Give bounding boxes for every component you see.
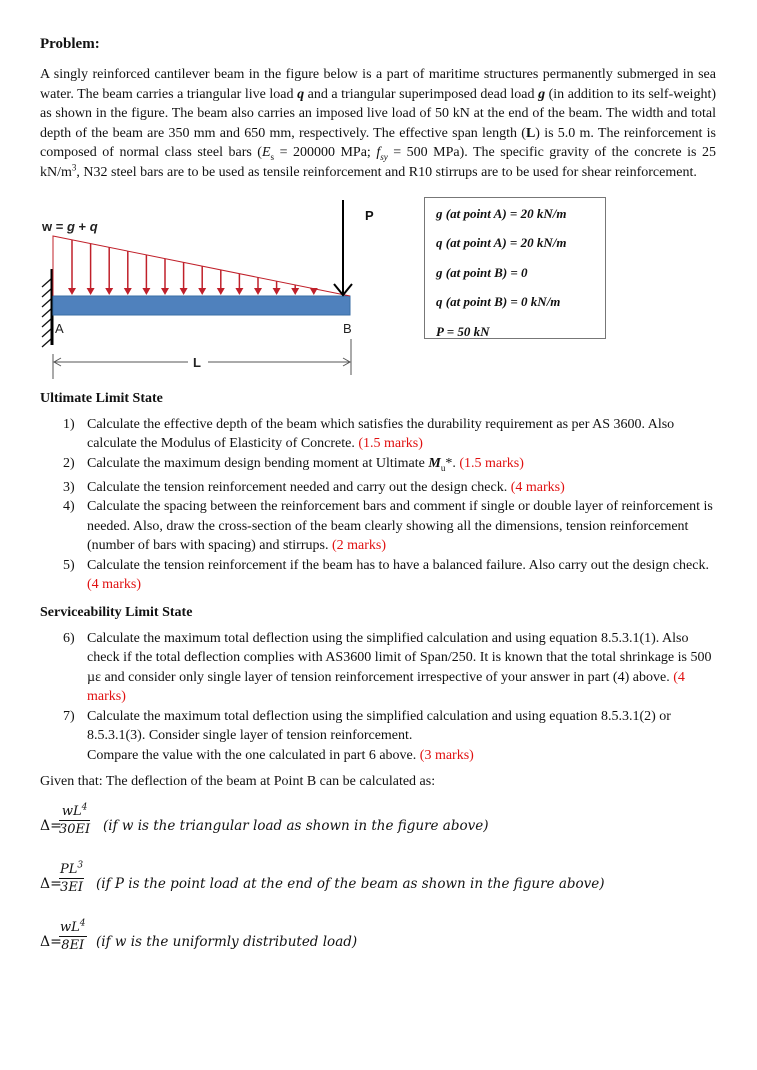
fixed-support-hatch: [42, 279, 51, 347]
load-arrowhead: [254, 288, 262, 295]
load-arrowhead: [105, 288, 113, 295]
problem-statement: A singly reinforced cantilever beam in the figure below is a part of maritime structures permanently submerged in sea water. The beam carries a triangular live load q and a triangular superimposed dead load g (in addition to its self-weight) as shown in the figure. The beam also carries an imposed live load of 50 kN at the end of the beam. The width and total depth of the beam are 350 mm and 650 mm, respectively. The effective span length (L) is 5.0 m. The reinforcement is composed of normal class steel bars ($E_s = 200000$ MPa; $f_{sy} = 500$ MPa). The specific gravity of the concrete is 25 $kN/m^3$, N32 steel bars are to be used as tensile reinforcement and R10 stirrups are to be used for shear reinforcement.: [40, 67, 717, 180]
point-b-label: B: [343, 320, 352, 336]
given-values-box: [424, 197, 606, 339]
marks-label: (1.5 marks): [459, 455, 524, 471]
g-symbol: g: [538, 86, 546, 102]
marks-label: (4 marks): [87, 669, 685, 705]
sls-heading: Serviceability Limit State: [40, 604, 193, 620]
load-arrowhead: [235, 288, 243, 295]
load-arrowhead: [291, 288, 299, 295]
formula-triangular-load: Δ= $\frac{wL^4}{30EI}$ (if w is the triangular load as shown in the figure above): [40, 803, 489, 838]
load-arrowhead: [217, 288, 225, 295]
question-3: 3) Calculate the tension reinforcement needed and carry out the design check. (4 marks): [63, 479, 565, 495]
load-arrowhead: [124, 288, 132, 295]
point-load-label: P: [365, 207, 374, 223]
formula-udl: Δ= $\frac{wL^4}{8EI}$ (if w is the uniformly distributed load): [40, 919, 358, 954]
load-arrowhead: [310, 288, 318, 295]
point-a-label: A: [55, 320, 64, 336]
given-g-at-a: g (at point A) = 20 kN/m: [436, 205, 567, 221]
L-symbol: L: [525, 125, 536, 141]
uls-question-list: [40, 415, 716, 595]
marks-label: (4 marks): [87, 577, 142, 593]
uls-heading: Ultimate Limit State: [40, 390, 163, 406]
sls-question-list: [40, 629, 716, 766]
given-intro: Given that: The deflection of the beam at Point B can be calculated as:: [40, 774, 436, 790]
load-arrowhead: [273, 288, 281, 295]
span-label: L: [193, 354, 201, 370]
load-arrowhead: [87, 288, 95, 295]
marks-label: (4 marks): [510, 479, 565, 495]
cantilever-beam-diagram: [40, 197, 380, 387]
question-5: 5) Calculate the tension reinforcement if the beam has to have a balanced failure. Also carry out the design check. (4 marks): [63, 557, 709, 593]
given-p: P = 50 kN: [436, 323, 490, 339]
load-arrowhead: [180, 288, 188, 295]
load-arrowhead: [198, 288, 206, 295]
problem-heading: Problem:: [40, 36, 100, 52]
given-g-at-b: g (at point B) = 0: [436, 264, 528, 280]
distributed-load-arrows: [68, 239, 318, 294]
marks-label: (1.5 marks): [358, 436, 423, 452]
given-q-at-b: q (at point B) = 0 kN/m: [436, 294, 561, 310]
deflection-formulas: [40, 804, 716, 964]
marks-label: (2 marks): [331, 538, 386, 554]
given-q-at-a: q (at point A) = 20 kN/m: [436, 235, 567, 251]
load-arrowhead: [161, 288, 169, 295]
beam-figure: [40, 197, 716, 387]
question-2: 2) Calculate the maximum design bending moment at Ultimate $M_u*$. (1.5 marks): [63, 455, 524, 473]
q-symbol: q: [297, 86, 305, 102]
beam: [53, 296, 350, 315]
marks-label: (3 marks): [419, 747, 474, 763]
question-6: 6) Calculate the maximum total deflection using the simplified calculation and using equation 8.5.3.1(1). Also check if the total deflection complies with AS3600 limit of Span/250. It is known that the total shrinkage is 500 µε and consider only single layer of tension reinforcement irrespective of your answer in part (4) above. (4 marks): [63, 630, 712, 705]
formula-point-load: Δ= $\frac{PL^3}{3EI}$ (if P is the point load at the end of the beam as shown in the figure above): [40, 861, 605, 896]
question-7: 7) Calculate the maximum total deflection using the simplified calculation and using equation 8.5.3.1(2) or 8.5.3.1(3). Consider single layer of tension reinforcement. Compare the value with the one calculated in part 6 above. (3 marks): [63, 708, 671, 763]
load-arrowhead: [68, 288, 76, 295]
document-page: [40, 36, 716, 964]
question-4: 4) Calculate the spacing between the reinforcement bars and comment if single or double layer of reinforcement is needed. Also, draw the cross-section of the beam clearly showing all the dimensions, tension reinforcement (number of bars with spacing) and stirrups. (2 marks): [63, 499, 713, 554]
question-1: 1) Calculate the effective depth of the beam which satisfies the durability requirement as per AS 3600. Also calculate the Modulus of Elasticity of Concrete. (1.5 marks): [63, 416, 675, 452]
load-arrowhead: [142, 288, 150, 295]
load-label: w = g + q: [42, 218, 98, 234]
